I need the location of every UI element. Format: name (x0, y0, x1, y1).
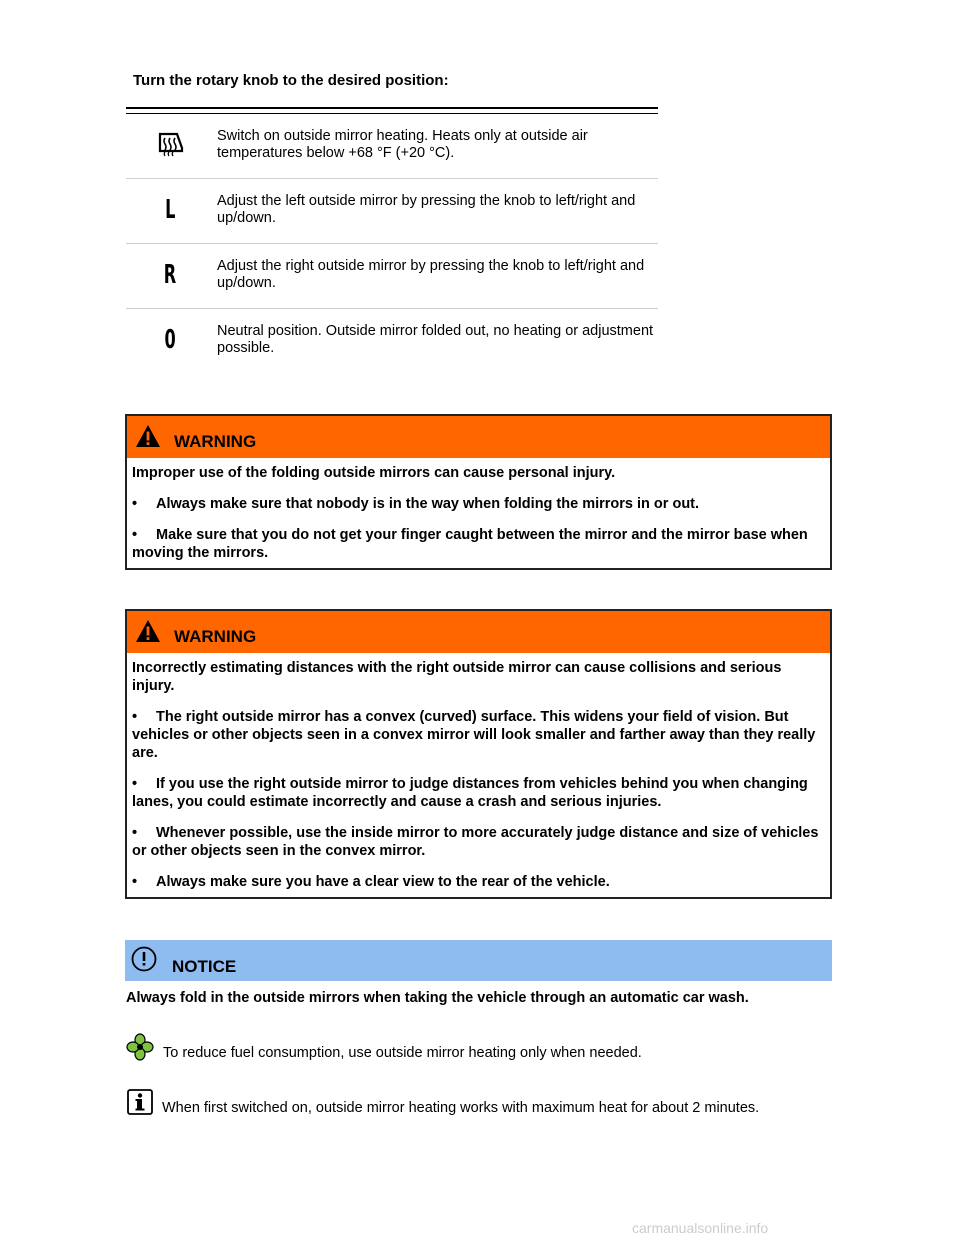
table-row (126, 244, 658, 309)
eco-tip-text: To reduce fuel consumption, use outside mirror heating only when needed. (163, 1045, 642, 1061)
warning-title: WARNING (174, 432, 257, 451)
info-icon (127, 1089, 153, 1115)
warning-box-folding (125, 414, 832, 570)
eco-flower-icon (126, 1033, 154, 1061)
warning-intro: Incorrectly estimating distances with the right outside mirror can cause collisions and serious injury. (132, 660, 782, 694)
watermark: carmanualsonline.info (632, 1220, 769, 1236)
table-row (126, 309, 658, 373)
warning-bullet: • The right outside mirror has a convex (curved) surface. This widens your field of vision. But vehicles or other objects seen in a convex mirror will look smaller and farther away than they really are. (132, 709, 816, 761)
warning-bullet: • Whenever possible, use the inside mirror to more accurately judge distance and size of vehicles or other objects seen in the convex mirror. (132, 825, 819, 859)
info-note-text: When first switched on, outside mirror heating works with maximum heat for about 2 minutes. (162, 1100, 760, 1116)
instruction-heading: Turn the rotary knob to the desired position: (133, 72, 449, 89)
warning-triangle-icon (135, 424, 161, 448)
warning-intro: Improper use of the folding outside mirrors can cause personal injury. (132, 465, 616, 481)
notice-text: Always fold in the outside mirrors when taking the vehicle through an automatic car wash. (126, 990, 749, 1006)
warning-bullet: • Always make sure you have a clear view to the rear of the vehicle. (132, 874, 610, 890)
neutral-position-symbol: 0 (164, 325, 176, 355)
table-row (126, 114, 658, 179)
warning-header (127, 611, 830, 653)
warning-body (127, 653, 830, 897)
position-description: Adjust the right outside mirror by pressing the knob to left/right and up/down. (217, 258, 645, 291)
warning-bullet: • Make sure that you do not get your finger caught between the mirror and the mirror base when moving the mirrors. (132, 527, 808, 561)
right-mirror-symbol: R (163, 260, 177, 290)
notice-header (125, 940, 832, 981)
warning-title: WARNING (174, 627, 257, 646)
warning-box-convex-mirror (125, 609, 832, 899)
warning-body (127, 458, 830, 568)
warning-bullet: • If you use the right outside mirror to judge distances from vehicles behind you when changing lanes, you could estimate incorrectly and cause a crash and serious injuries. (132, 776, 808, 810)
info-note (126, 1089, 846, 1119)
warning-header (127, 416, 830, 458)
notice-exclamation-icon (131, 946, 157, 972)
warning-triangle-icon (135, 619, 161, 643)
position-description: Neutral position. Outside mirror folded out, no heating or adjustment possible. (217, 323, 654, 356)
left-mirror-symbol: L (164, 195, 176, 225)
position-description: Switch on outside mirror heating. Heats only at outside air temperatures below +68 °F (+20 °C). (217, 128, 588, 161)
table-top-rule (126, 107, 658, 114)
notice-title: NOTICE (172, 957, 237, 976)
table-row (126, 179, 658, 244)
knob-position-table (126, 107, 658, 373)
mirror-heating-icon (150, 128, 190, 162)
position-description: Adjust the left outside mirror by pressing the knob to left/right and up/down. (217, 193, 636, 226)
warning-bullet: • Always make sure that nobody is in the way when folding the mirrors in or out. (132, 496, 700, 512)
eco-tip (126, 1033, 846, 1063)
